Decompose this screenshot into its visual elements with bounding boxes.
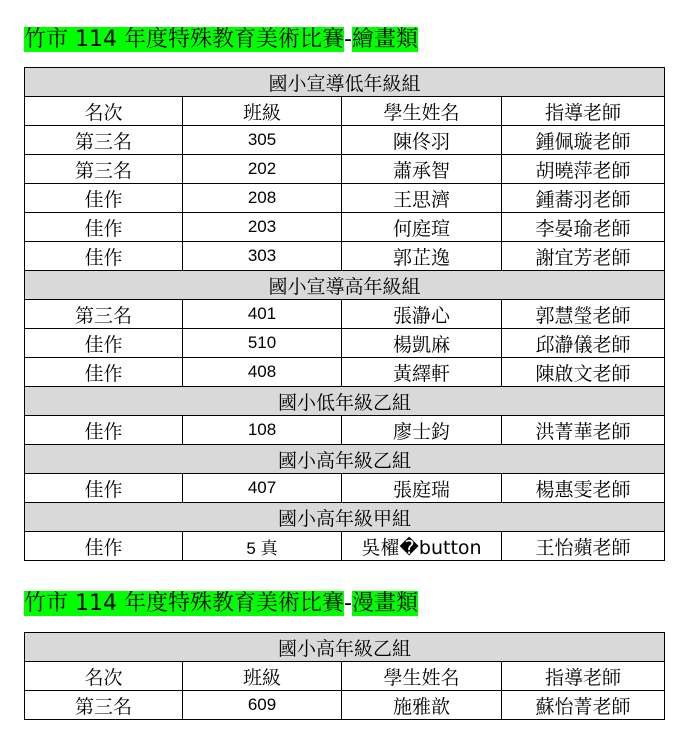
teacher-cell: 胡曉萍老師 [502,155,665,184]
class-cell: 208 [183,184,342,213]
class-cell: 609 [183,691,342,720]
header-student: 學生姓名 [342,662,502,691]
table-row [25,329,665,358]
student-cell: 楊凱麻 [342,329,502,358]
title-category: 繪畫類 [351,27,418,52]
table-row [25,155,665,184]
group-name: 國小宣導低年級組 [25,68,665,97]
rank-cell: 第三名 [25,691,183,720]
student-cell: 張瀞心 [342,300,502,329]
student-cell: 張庭瑞 [342,474,502,503]
class-cell: 305 [183,126,342,155]
teacher-cell: 郭慧瑩老師 [502,300,665,329]
group-name: 國小高年級乙組 [25,633,665,662]
student-cell: 廖士鈞 [342,416,502,445]
table-row [25,126,665,155]
student-cell: 何庭瑄 [342,213,502,242]
student-cell: 郭芷逸 [342,242,502,271]
group-row [25,445,665,474]
table-row [25,416,665,445]
rank-cell: 佳作 [25,329,183,358]
rank-cell: 佳作 [25,416,183,445]
title-dash: - [343,591,352,616]
teacher-cell: 陳啟文老師 [502,358,665,387]
table-row [25,242,665,271]
rank-cell: 第三名 [25,155,183,184]
group-row [25,271,665,300]
header-student: 學生姓名 [342,97,502,126]
teacher-cell: 王怡蘋老師 [502,532,665,561]
rank-cell: 佳作 [25,213,183,242]
table-row [25,213,665,242]
class-cell: 108 [183,416,342,445]
teacher-cell: 謝宜芳老師 [502,242,665,271]
student-cell: 吳櫂�button [342,532,502,561]
group-name: 國小宣導高年級組 [25,271,665,300]
class-cell: 401 [183,300,342,329]
group-name: 國小高年級甲組 [25,503,665,532]
group-row [25,387,665,416]
header-row [25,662,665,691]
class-cell: 303 [183,242,342,271]
rank-cell: 佳作 [25,532,183,561]
group-row [25,633,665,662]
class-cell: 407 [183,474,342,503]
group-name: 國小低年級乙組 [25,387,665,416]
results-table-painting [24,67,665,561]
student-cell: 黃繹軒 [342,358,502,387]
teacher-cell: 蘇怡菁老師 [502,691,665,720]
header-rank: 名次 [25,97,183,126]
table-row [25,358,665,387]
header-class: 班級 [183,97,342,126]
rank-cell: 佳作 [25,184,183,213]
class-cell: 202 [183,155,342,184]
header-row [25,97,665,126]
rank-cell: 佳作 [25,242,183,271]
header-teacher: 指導老師 [502,97,665,126]
title-category: 漫畫類 [351,591,418,616]
table-row [25,300,665,329]
results-table-comic [24,632,665,720]
header-teacher: 指導老師 [502,662,665,691]
rank-cell: 第三名 [25,126,183,155]
class-cell: 203 [183,213,342,242]
student-cell: 陳佟羽 [342,126,502,155]
class-cell: 408 [183,358,342,387]
table-row [25,474,665,503]
rank-cell: 第三名 [25,300,183,329]
title-main: 竹市 114 年度特殊教育美術比賽 [24,591,344,616]
group-row [25,503,665,532]
rank-cell: 佳作 [25,474,183,503]
title-dash: - [343,27,352,52]
teacher-cell: 邱瀞儀老師 [502,329,665,358]
student-cell: 施雅歆 [342,691,502,720]
header-rank: 名次 [25,662,183,691]
section-title-painting [24,23,418,57]
table-row [25,184,665,213]
table-row [25,532,665,561]
teacher-cell: 楊惠雯老師 [502,474,665,503]
group-row [25,68,665,97]
rank-cell: 佳作 [25,358,183,387]
student-cell: 王思濟 [342,184,502,213]
section-title-comic [24,587,418,621]
group-name: 國小高年級乙組 [25,445,665,474]
table-row [25,691,665,720]
class-cell: 510 [183,329,342,358]
teacher-cell: 鍾蕎羽老師 [502,184,665,213]
teacher-cell: 李晏瑜老師 [502,213,665,242]
teacher-cell: 洪菁華老師 [502,416,665,445]
title-main: 竹市 114 年度特殊教育美術比賽 [24,27,344,52]
student-cell: 蕭承智 [342,155,502,184]
header-class: 班級 [183,662,342,691]
class-cell: 5 真 [183,532,342,561]
teacher-cell: 鍾佩璇老師 [502,126,665,155]
